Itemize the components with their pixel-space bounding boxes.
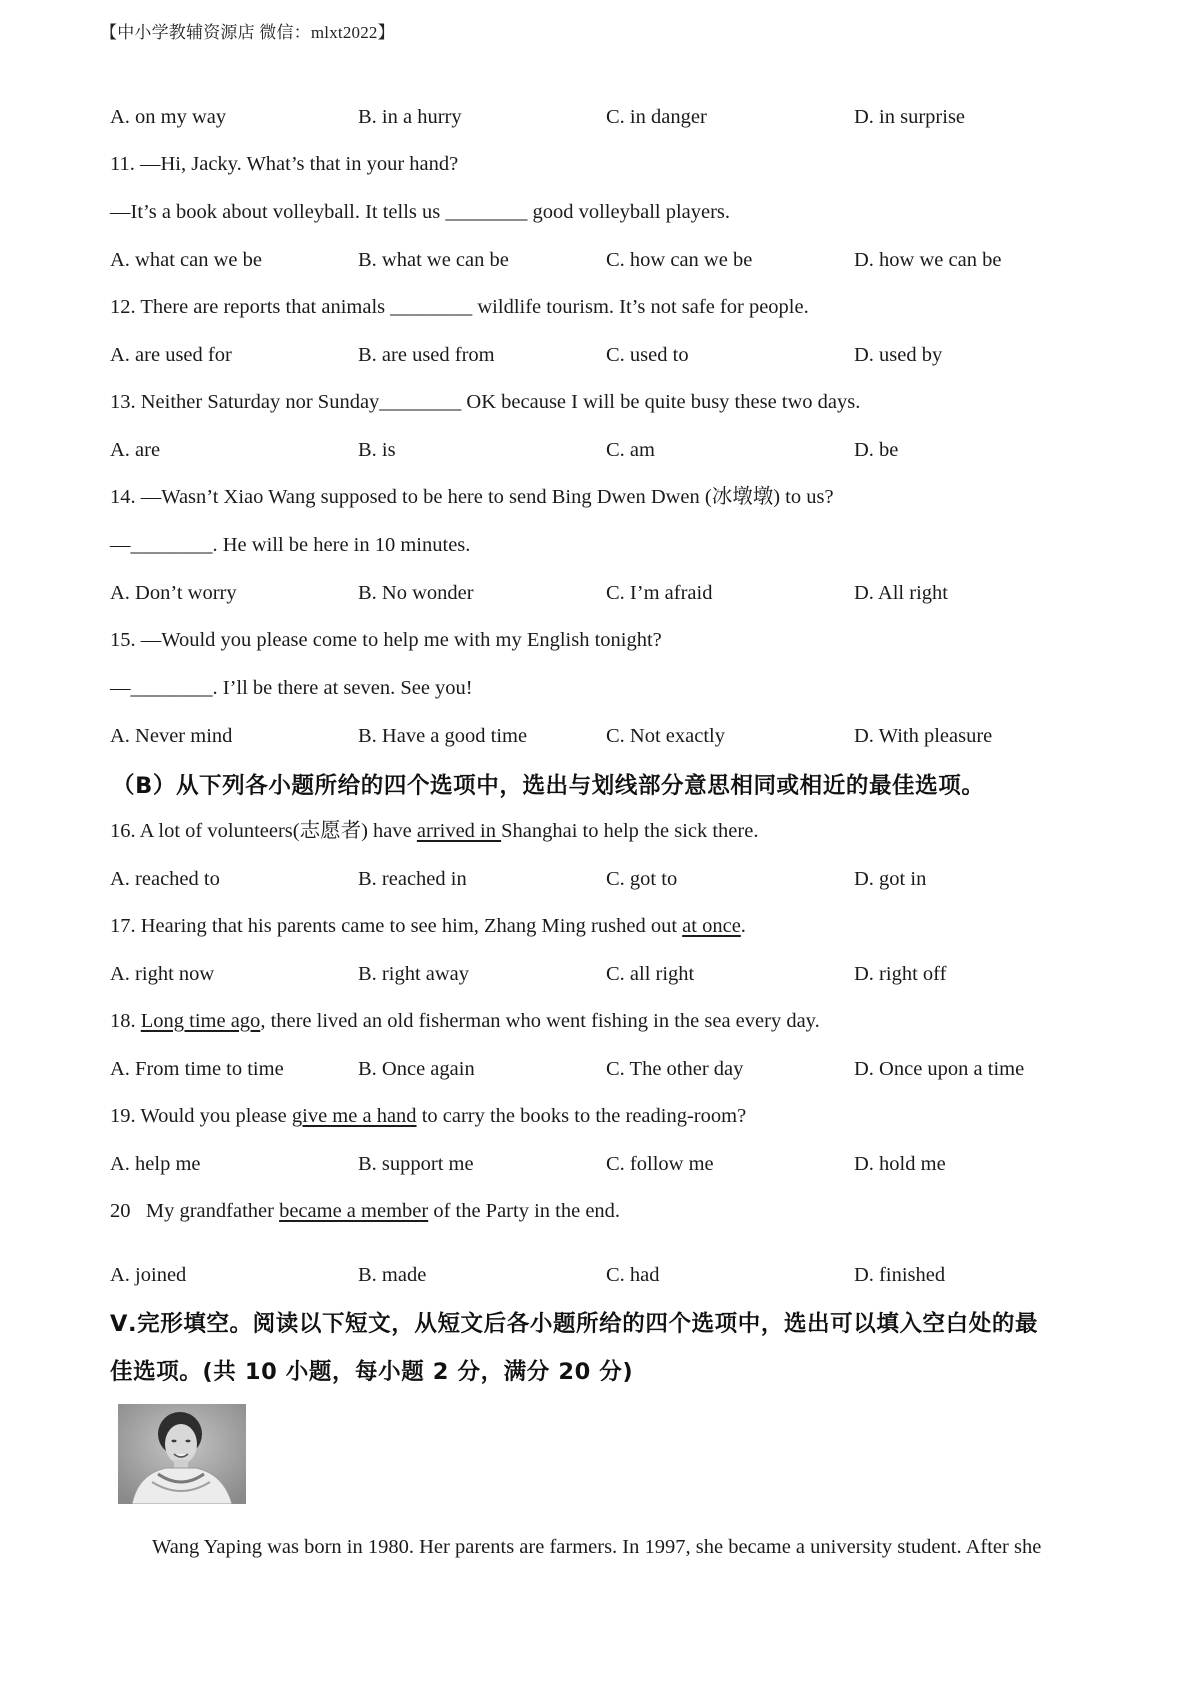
q19-options [110, 1151, 1120, 1177]
q20-text-post: of the Party in the end. [428, 1200, 621, 1222]
q10-option-a[interactable]: A. on my way [110, 106, 227, 128]
q18-text-post: , there lived an old fisherman who went fishing in the sea every day. [260, 1010, 820, 1032]
q19-option-b[interactable]: B. support me [358, 1153, 474, 1175]
q11-option-c[interactable]: C. how can we be [606, 249, 753, 271]
q15-question: 15. —Would you please come to help me with my English tonight? [110, 629, 662, 651]
q19-question [110, 1103, 746, 1129]
q17-option-d[interactable]: D. right off [854, 963, 947, 985]
q13-option-b[interactable]: B. is [358, 439, 396, 461]
q18-underlined-phrase: Long time ago [140, 1010, 261, 1032]
q16-text-pre: 16. A lot of volunteers(志愿者) have [110, 820, 417, 842]
q17-option-b[interactable]: B. right away [358, 963, 470, 985]
q20-option-b[interactable]: B. made [358, 1264, 427, 1286]
q10-option-d[interactable]: D. in surprise [854, 106, 966, 128]
astronaut-photo [118, 1404, 246, 1504]
q12-option-d[interactable]: D. used by [854, 344, 943, 366]
q13-question: 13. Neither Saturday nor Sunday________ OK because I will be quite busy these two days. [110, 391, 861, 413]
q16-option-d[interactable]: D. got in [854, 868, 927, 890]
q20-option-a[interactable]: A. joined [110, 1264, 187, 1286]
q12-option-b[interactable]: B. are used from [358, 344, 495, 366]
q20-underlined-phrase: became a member [279, 1200, 429, 1222]
q10-option-c[interactable]: C. in danger [606, 106, 707, 128]
q15-option-d[interactable]: D. With pleasure [854, 725, 993, 747]
q15-option-b[interactable]: B. Have a good time [358, 725, 528, 747]
q19-option-d[interactable]: D. hold me [854, 1153, 946, 1175]
section-v-heading-line1: Ⅴ.完形填空。阅读以下短文，从短文后各小题所给的四个选项中，选出可以填入空白处的最 [110, 1311, 1039, 1337]
page-header: 【中小学教辅资源店 微信：mlxt2022】 [100, 23, 395, 42]
q14-question-line2: —________. He will be here in 10 minutes. [110, 534, 471, 556]
q11-question: 11. —Hi, Jacky. What’s that in your hand? [110, 153, 459, 175]
q16-options [110, 866, 1120, 892]
q14-option-b[interactable]: B. No wonder [358, 582, 474, 604]
q20-text-pre: 20 My grandfather [110, 1200, 280, 1222]
q17-text-pre: 17. Hearing that his parents came to see him, Zhang Ming rushed out [110, 915, 683, 937]
q20-options [110, 1262, 1120, 1288]
q17-text-post: . [740, 915, 746, 937]
section-v-heading-line2: 佳选项。(共 10 小题，每小题 2 分，满分 20 分) [110, 1359, 634, 1385]
q17-underlined-phrase: at once [682, 915, 741, 937]
q12-question: 12. There are reports that animals ________ wildlife tourism. It’s not safe for people. [110, 296, 809, 318]
passage-text: Wang Yaping was born in 1980. Her parents are farmers. In 1997, she became a university student. After she [152, 1536, 1042, 1558]
q20-question [110, 1198, 620, 1224]
q14-question: 14. —Wasn’t Xiao Wang supposed to be here to send Bing Dwen Dwen (冰墩墩) to us? [110, 486, 834, 508]
q16-text-post: Shanghai to help the sick there. [501, 820, 759, 842]
q17-options [110, 961, 1120, 987]
q19-option-a[interactable]: A. help me [110, 1153, 201, 1175]
q15-question-line2: —________. I’ll be there at seven. See you! [110, 677, 473, 699]
q13-option-a[interactable]: A. are [110, 439, 161, 461]
q19-text-pre: 19. Would you please [110, 1105, 292, 1127]
q16-option-c[interactable]: C. got to [606, 868, 678, 890]
q11-question-line2: —It’s a book about volleyball. It tells us ________ good volleyball players. [110, 201, 731, 223]
q10-options [110, 104, 1120, 130]
q12-option-c[interactable]: C. used to [606, 344, 689, 366]
q16-underlined-phrase: arrived in [416, 820, 502, 842]
astronaut-portrait-icon [118, 1404, 246, 1504]
q11-option-a[interactable]: A. what can we be [110, 249, 262, 271]
q12-option-a[interactable]: A. are used for [110, 344, 232, 366]
q18-option-d[interactable]: D. Once upon a time [854, 1058, 1025, 1080]
q20-option-c[interactable]: C. had [606, 1264, 660, 1286]
q19-underlined-phrase: give me a hand [291, 1105, 417, 1127]
q18-option-c[interactable]: C. The other day [606, 1058, 744, 1080]
q18-option-a[interactable]: A. From time to time [110, 1058, 284, 1080]
q15-option-c[interactable]: C. Not exactly [606, 725, 725, 747]
q16-option-b[interactable]: B. reached in [358, 868, 467, 890]
q18-options [110, 1056, 1120, 1082]
q13-options [110, 437, 1120, 463]
q20-option-d[interactable]: D. finished [854, 1264, 946, 1286]
q15-option-a[interactable]: A. Never mind [110, 725, 233, 747]
q18-option-b[interactable]: B. Once again [358, 1058, 475, 1080]
q17-option-c[interactable]: C. all right [606, 963, 695, 985]
q14-option-a[interactable]: A. Don’t worry [110, 582, 237, 604]
q10-option-b[interactable]: B. in a hurry [358, 106, 462, 128]
q11-options [110, 247, 1120, 273]
q14-option-c[interactable]: C. I’m afraid [606, 582, 713, 604]
q16-question [110, 818, 758, 844]
q14-options [110, 580, 1120, 606]
q17-question [110, 913, 746, 939]
q17-option-a[interactable]: A. right now [110, 963, 215, 985]
q15-options [110, 723, 1120, 749]
q18-question [110, 1008, 820, 1034]
q16-option-a[interactable]: A. reached to [110, 868, 220, 890]
q18-text-pre: 18. [110, 1010, 141, 1032]
q11-option-b[interactable]: B. what we can be [358, 249, 509, 271]
q11-option-d[interactable]: D. how we can be [854, 249, 1002, 271]
q13-option-d[interactable]: D. be [854, 439, 899, 461]
q13-option-c[interactable]: C. am [606, 439, 655, 461]
q12-options [110, 342, 1120, 368]
q19-option-c[interactable]: C. follow me [606, 1153, 714, 1175]
section-b-heading: （B）从下列各小题所给的四个选项中，选出与划线部分意思相同或相近的最佳选项。 [112, 773, 985, 799]
q14-option-d[interactable]: D. All right [854, 582, 948, 604]
q19-text-post: to carry the books to the reading-room? [416, 1105, 747, 1127]
